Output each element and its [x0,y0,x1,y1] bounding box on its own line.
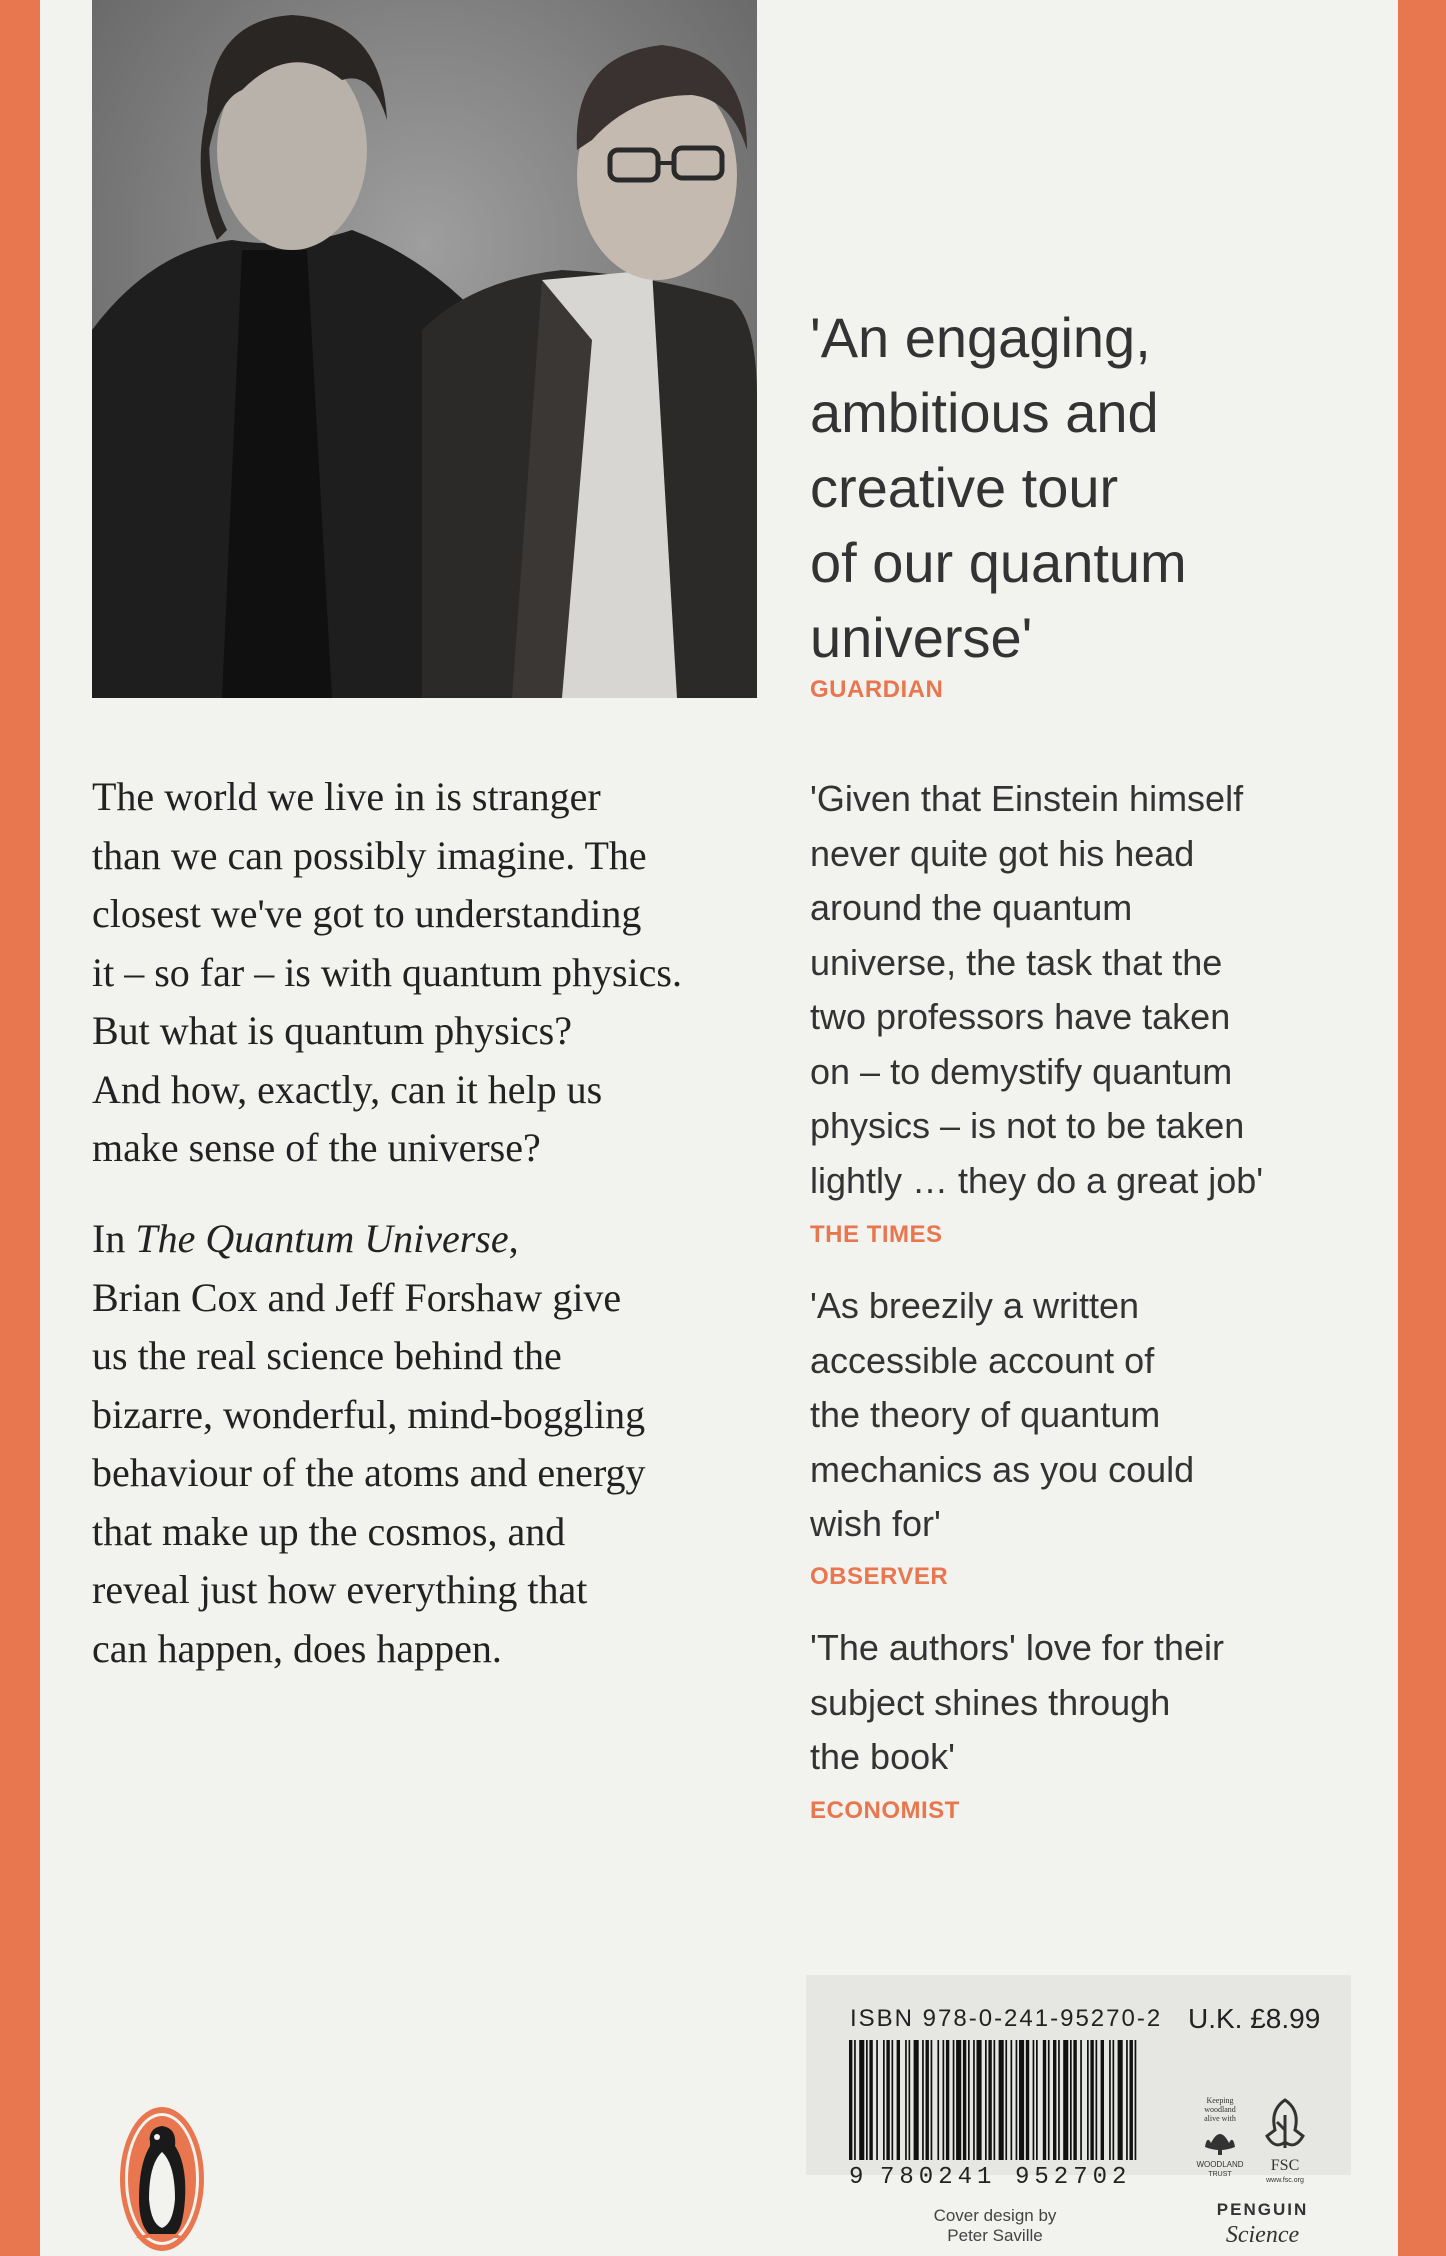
svg-text:WOODLAND: WOODLAND [1196,2160,1244,2169]
review-line: subject shines through [810,1681,1171,1723]
review-line: 'Given that Einstein himself [810,778,1244,819]
blurb-line: that make up the cosmos, and [92,1508,566,1554]
blurb-line: The world we live in is stranger [92,774,601,819]
featured-quote-line: universe' [810,606,1033,669]
svg-text:TRUST: TRUST [1208,2171,1232,2178]
review-source-times: THE TIMES [810,1221,943,1248]
barcode-digits-left: 780241 [880,2164,997,2191]
fsc-logo [1255,2090,1315,2195]
review-line: 'As breezily a written [810,1285,1139,1326]
blurb-line: closest we've got to understanding [92,891,642,936]
blurb-line [92,1210,782,1269]
review-line: two professors have taken [810,996,1231,1037]
barcode-digit-first: 9 [849,2164,869,2191]
author-photo [92,0,757,698]
featured-quote-line: 'An engaging, [810,306,1151,369]
review-quote-economist [810,1621,1330,1785]
review-line: physics – is not to be taken [810,1105,1245,1146]
barcode-digits-right: 952702 [1015,2164,1132,2191]
svg-text:www.fsc.org: www.fsc.org [1266,2177,1304,2184]
review-source-observer: OBSERVER [810,1563,949,1590]
review-line: never quite got his head [810,832,1195,874]
review-quote-times [810,772,1330,1208]
review-line: 'The authors' love for their [810,1627,1224,1668]
review-source-economist: ECONOMIST [810,1797,960,1824]
review-line: the theory of quantum [810,1394,1161,1435]
review-line: around the quantum [810,887,1133,928]
blurb-line: But what is quantum physics? [92,1008,572,1053]
price-label: U.K. £8.99 [1188,2003,1321,2034]
featured-quote [810,300,1370,675]
blurb-line: bizarre, wonderful, mind-boggling [92,1391,646,1437]
cover-credit-line: Peter Saville [947,2226,1043,2245]
woodland-trust-logo [1185,2095,1255,2195]
blurb-line: Brian Cox and Jeff Forshaw give [92,1274,622,1320]
penguin-logo [117,2104,207,2254]
book-title: The Quantum Universe [135,1216,509,1261]
svg-text:FSC: FSC [1270,2157,1300,2174]
review-line: lightly … they do a great job' [810,1159,1264,1201]
review-line: accessible account of [810,1339,1155,1381]
review-line: wish for' [810,1503,941,1544]
blurb-paragraph-1 [92,768,782,1178]
svg-text:Keeping: Keeping [1206,2096,1234,2105]
imprint-name: PENGUIN [1216,2200,1309,2219]
blurb-paragraph-2 [92,1210,782,1678]
blurb-line: can happen, does happen. [92,1625,502,1671]
blurb-comma: , [508,1216,519,1261]
review-quote-observer [810,1279,1330,1552]
imprint-series: Science [1225,2222,1300,2248]
featured-quote-line: of our quantum [810,531,1187,594]
isbn-label: ISBN 978-0-241-95270-2 [850,2005,1163,2032]
svg-text:woodland: woodland [1204,2105,1236,2114]
blurb-line: behaviour of the atoms and energy [92,1450,646,1495]
svg-text:alive with: alive with [1204,2114,1236,2123]
review-line: universe, the task that the [810,941,1223,983]
blurb-in: In [92,1216,136,1261]
blurb-line: it – so far – is with quantum physics. [92,949,682,995]
featured-quote-source: GUARDIAN [810,676,944,703]
blurb-line: than we can possibly imagine. The [92,832,647,878]
review-line: the book' [810,1736,955,1777]
blurb-line: make sense of the universe? [92,1125,541,1170]
review-line: mechanics as you could [810,1448,1195,1490]
cover-credit-line: Cover design by [933,2206,1057,2225]
blurb-line: reveal just how everything that [92,1567,588,1612]
blurb-line: And how, exactly, can it help us [92,1066,603,1112]
cover-credit [920,2206,1070,2246]
featured-quote-line: ambitious and [810,381,1159,444]
blurb-line: us the real science behind the [92,1333,562,1378]
featured-quote-line: creative tour [810,456,1119,519]
review-line: on – to demystify quantum [810,1050,1233,1092]
